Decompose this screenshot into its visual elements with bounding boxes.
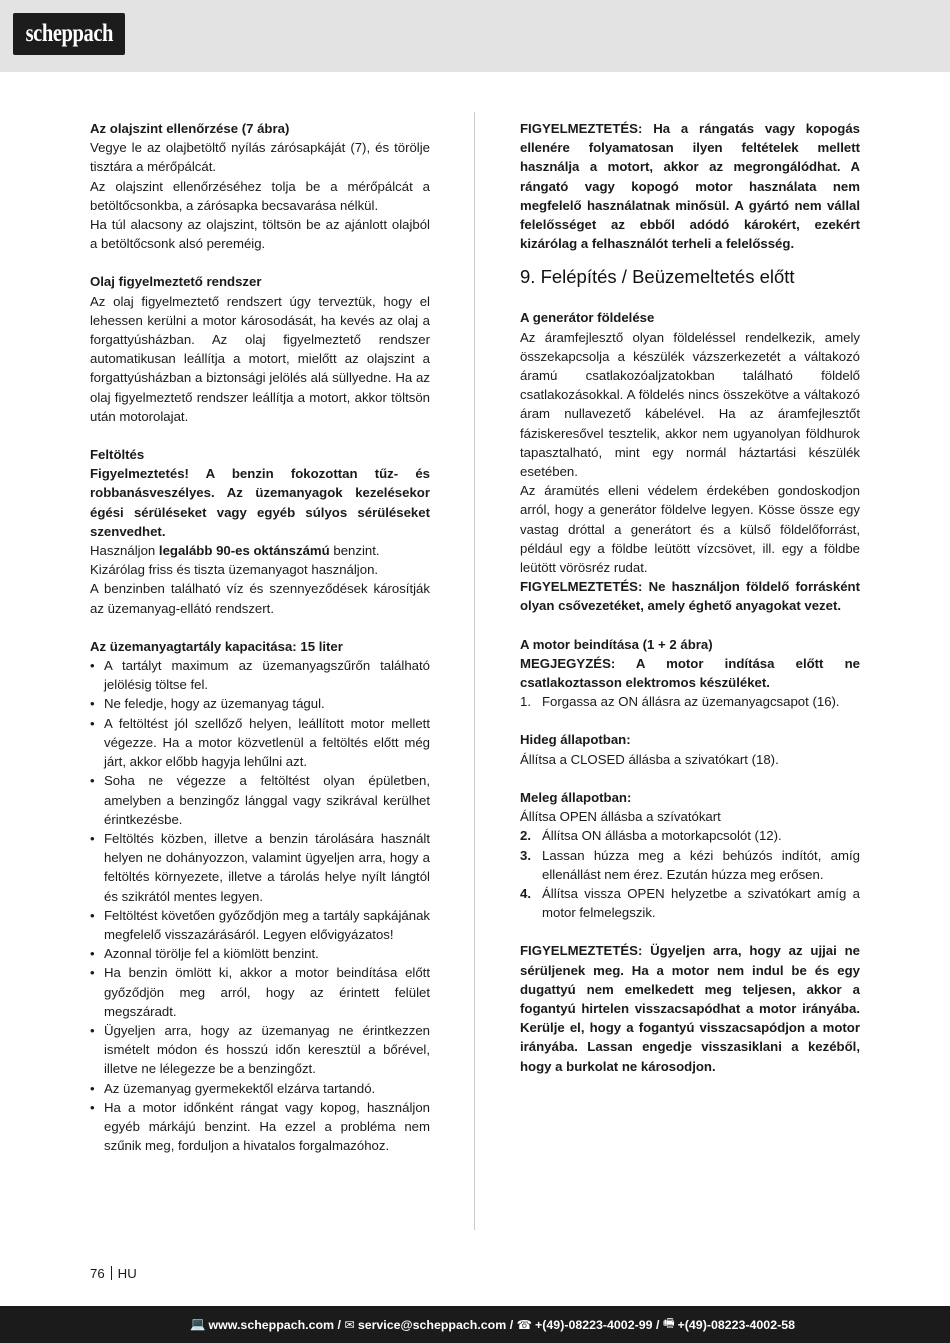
oil-warning-paragraph: Az olaj figyelmeztető rendszert úgy terveztük, hogy el lehessen kerülni a motor károsodását, ha kevés az olaj a forgattyúsházban. Az olaj figyelmeztető rendszer automatikusan leállítja a motort, mielőtt az olajszint a forgattyúsházban a biztonsági jelölés alá süllyedne. Ha az olaj figyelmeztető rendszer leállítja a motort, akkor töltsön után motorolajat.	[90, 293, 430, 424]
oil-check-paragraph-1: Vegye le az olajbetöltő nyílás zárósapkáját (7), és törölje tisztára a mérőpálcát.	[90, 140, 430, 175]
fax-number: +(49)-08223-4002-58	[677, 1317, 795, 1332]
cold-text: Állítsa a CLOSED állásba a szivatókart (18).	[520, 751, 779, 767]
list-item: • Feltöltést követően győződjön meg a tartály sapkájának megfelelő visszazárásáról. Legyen elővigyázatos!	[90, 906, 430, 944]
top-warning	[520, 119, 860, 253]
tank-heading: Az üzemanyagtartály kapacitása: 15 liter	[90, 638, 343, 654]
warm-text: Állítsa OPEN állásba a szívatókart	[520, 809, 721, 825]
top-warning-text: : Ha a rángatás vagy kopogás ellenére folyamatosan ilyen feltételek mellett használja a motort, akkor az megrongálódhat. A rángató vagy kopogó motor használata nem megfelelő használatnak minősül. A gyártó nem vállal felelősséget az ebből adódó károkért, ezekért kizárólag a felhasználót terheli a felelősség.	[520, 121, 860, 252]
list-item: • A tartályt maximum az üzemanyagszűrőn található jelölésig töltse fel.	[90, 656, 430, 694]
list-item	[520, 826, 860, 845]
warm-heading: Meleg állapotban:	[520, 789, 632, 805]
header-band	[0, 0, 950, 72]
mail-icon: ✉	[344, 1318, 355, 1332]
start-note: MEGJEGYZÉS: A motor indítása előtt ne csatlakoztasson elektromos készüléket.	[520, 655, 860, 691]
tank-bullet-list	[90, 656, 430, 1155]
step-number: 3.	[520, 847, 531, 863]
section-title: 9. Felépítés / Beüzemeltetés előtt	[520, 266, 795, 288]
grounding-paragraph-1: Az áramfejlesztő olyan földeléssel rendelkezik, amely összekapcsolja a készülék vázszerkezetét a váltakozó áramú csatlakozóaljzatokban található földelő csatlakozásokkal. A földelés nincs összekötve a váltakozó áram nullavezető kábelével. Ha az áramfejlesztőt fáziskeresővel tesztelik, akkor nem ugyanolyan földhurok tapasztalható, mint egy normál háztartási készülék esetében.	[520, 329, 860, 480]
oil-check-paragraph-3: Ha túl alacsony az olajszint, töltsön be az ajánlott olajból a betöltőcsonk alsó pereméig.	[90, 217, 430, 252]
refuel-paragraph-2: Kizárólag friss és tiszta üzemanyagot használjon.	[90, 562, 379, 578]
fuel-octane: legalább 90-es oktánszámú	[158, 543, 330, 559]
list-item: • A feltöltést jól szellőző helyen, leállított motor mellett végezze. Ha a motor közvetlenül a feltöltés előtt még járt, akkor előbb hagyja lehűlni azt.	[90, 714, 430, 772]
step-text: Állítsa ON állásba a motorkapcsolót (12).	[542, 828, 782, 844]
column-divider	[474, 112, 475, 1230]
top-warning-label: FIGYELMEZTETÉS	[520, 121, 638, 136]
step-text: Lassan húzza meg a kézi behúzós indítót, amíg ellenállást nem érez. Ezután húzza meg erősen.	[542, 847, 860, 882]
cold-heading: Hideg állapotban:	[520, 732, 631, 748]
list-item: • Ha benzin ömlött ki, akkor a motor beindítása előtt győződjön meg arról, hogy az érintett felület megszáradt.	[90, 963, 430, 1021]
oil-warning-heading: Olaj figyelmeztető rendszer	[90, 274, 262, 290]
list-item	[520, 884, 860, 922]
language-code: HU	[117, 1266, 137, 1281]
email-link[interactable]: service@scheppach.com /	[357, 1317, 514, 1332]
start-steps-1	[520, 692, 860, 711]
step-text: Forgassa az ON állásra az üzemanyagcsapot (16).	[542, 694, 840, 710]
footer-bar	[0, 1306, 950, 1343]
logo-text: scheppach	[25, 20, 113, 47]
start-steps-2	[520, 826, 860, 922]
list-item: • Az üzemanyag gyermekektől elzárva tartandó.	[90, 1079, 430, 1098]
fuel-octane-line	[90, 541, 430, 560]
list-item: • Ne feledje, hogy az üzemanyag tágul.	[90, 694, 430, 713]
step-number: 1.	[520, 694, 531, 710]
start-heading: A motor beindítása (1 + 2 ábra)	[520, 636, 713, 652]
fuel-pre: Használjon	[90, 543, 156, 559]
right-column	[520, 119, 860, 1076]
oil-check-heading: Az olajszint ellenőrzése (7 ábra)	[90, 121, 290, 136]
page-number-value: 76	[90, 1266, 105, 1281]
refuel-warning: Figyelmeztetés! A benzin fokozottan tűz- és robbanásveszélyes. Az üzemanyagok kezelésekor égési sérüléseket vagy egyéb súlyos sérüléseket szenvedhet.	[90, 466, 430, 539]
scheppach-logo	[13, 13, 125, 55]
list-item: • Azonnal törölje fel a kiömlött benzint.	[90, 944, 430, 963]
phone-number: +(49)-08223-4002-99 /	[535, 1317, 660, 1332]
refuel-paragraph-3: A benzinben található víz és szennyeződések károsítják az üzemanyag-ellátó rendszert.	[90, 581, 430, 616]
list-item: • Ha a motor időnként rángat vagy kopog, használjon egyéb márkájú benzint. Ha ezzel a probléma nem szűnik meg, forduljon a hivatalos forgalmazóhoz.	[90, 1098, 430, 1156]
fuel-post: benzint.	[333, 543, 380, 559]
list-item	[520, 692, 860, 711]
step-number: 2.	[520, 828, 531, 844]
computer-icon: 💻	[190, 1317, 206, 1331]
page-number	[90, 1266, 137, 1282]
list-item	[520, 846, 860, 884]
step-text: Állítsa vissza OPEN helyzetbe a szivatókart amíg a motor felmelegszik.	[542, 885, 860, 921]
grounding-warning: FIGYELMEZTETÉS: Ne használjon földelő forrásként olyan csővezetéket, amely éghető anyagokat vezet.	[520, 579, 860, 614]
final-warning: FIGYELMEZTETÉS: Ügyeljen arra, hogy az ujjai ne sérüljenek meg. Ha a motor nem indul be és egy dugattyú nem emelkedett meg teljesen, akkor a fogantyú hirtelen visszacsapódhat a motor irányába. Kerülje el, hogy a fogantyú visszacsapódjon a motor irányába. Lassan engedje visszasiklani a kezéből, hogy a burkolat ne károsodjon.	[520, 943, 860, 1074]
oil-check-paragraph-2: Az olajszint ellenőrzéséhez tolja be a mérőpálcát a betöltőcsonkba, a zárósapka becsavarása nélkül.	[90, 178, 430, 213]
refuel-heading: Feltöltés	[90, 447, 145, 463]
list-item: • Ügyeljen arra, hogy az üzemanyag ne érintkezzen ismételt módon és hosszú időn keresztül a bőrével, illetve ne lélegezze be a benzingőzt.	[90, 1021, 430, 1079]
list-item: • Soha ne végezze a feltöltést olyan épületben, amelyben a benzingőz lánggal vagy szikrával kerülhet érintkezésbe.	[90, 771, 430, 829]
website-link[interactable]: www.scheppach.com /	[208, 1317, 341, 1332]
list-item: • Feltöltés közben, illetve a benzin tárolására használt helyen ne dohányozzon, valamint ügyeljen arra, hogy a feltöltés környezete, illetve a tárolás helye nyílt lángtól és szikrától mentes legyen.	[90, 829, 430, 906]
left-column	[90, 119, 430, 1155]
grounding-heading: A generátor földelése	[520, 310, 655, 326]
step-number: 4.	[520, 885, 531, 901]
fax-icon: 🖷	[662, 1316, 675, 1330]
phone-icon: ☎	[516, 1318, 533, 1332]
grounding-paragraph-2: Az áramütés elleni védelem érdekében gondoskodjon arról, hogy a generátor földelve legyen. Kösse össze egy vastag dróttal a generátort és a külső földelőforrást, például egy a földbe leütött vízcsövet, ill. egy a földbe leütött vörösréz rudat.	[520, 483, 860, 576]
